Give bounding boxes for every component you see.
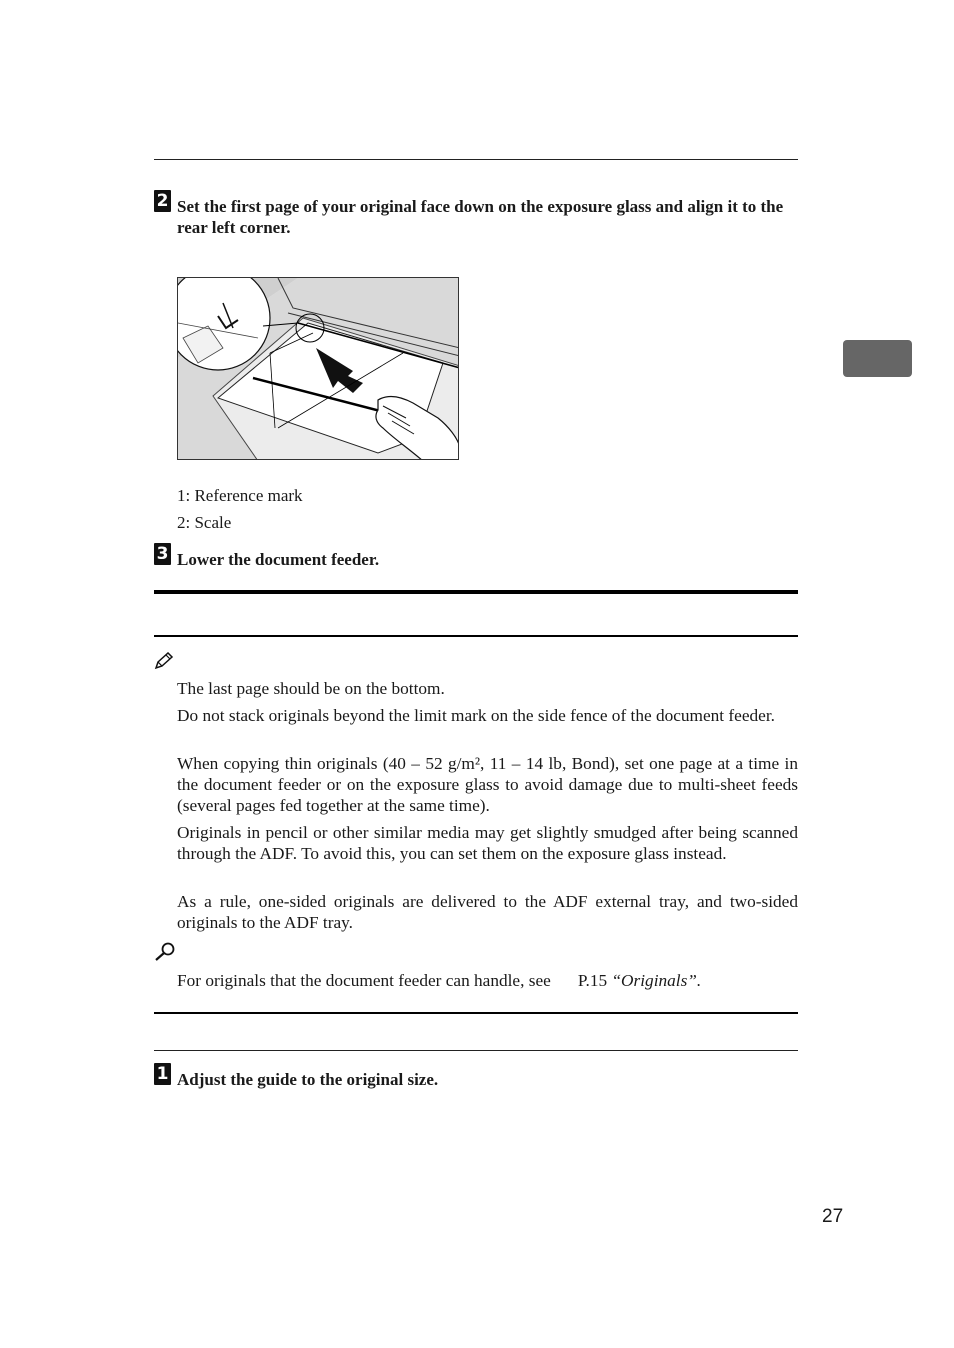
top-divider [154,159,798,160]
note-item: As a rule, one-sided originals are delivered to the ADF external tray, and two-sided originals to the ADF tray. [177,892,798,932]
pencil-note-icon [154,652,174,675]
section-divider [154,1012,798,1014]
magnifier-reference-icon [154,942,176,967]
reference-line [177,970,701,991]
page-number: 27 [822,1206,844,1227]
note-item: When copying thin originals (40 – 52 g/m², 11 – 14 lb, Bond), set one page at a time in the document feeder or on the exposure glass to avoid damage due to multi-sheet feeds (several pages fed together at the same time). [177,754,798,815]
reference-text: For originals that the document feeder can handle, see [177,971,551,990]
illustration-svg [178,278,459,460]
note-item: Do not stack originals beyond the limit mark on the side fence of the document feeder. [177,706,775,725]
subsection-divider [154,1050,798,1051]
section-divider [154,635,798,637]
section-divider-thick [154,590,798,594]
chapter-tab [843,340,912,377]
step-number-1: 1 [154,1063,171,1085]
step-number-3: 3 [154,543,171,565]
reference-link-originals[interactable]: “Originals”. [611,971,702,990]
reference-page[interactable]: P.15 [577,971,608,990]
caption-reference-mark: 1: Reference mark [177,486,303,505]
note-item: The last page should be on the bottom. [177,679,445,698]
exposure-glass-illustration [177,277,459,460]
step-1-text: Adjust the guide to the original size. [177,1070,439,1089]
step-number-2: 2 [154,190,171,212]
note-item: Originals in pencil or other similar media may get slightly smudged after being scanned through the ADF. To avoid this, you can set them on the exposure glass instead. [177,823,798,863]
step-2-text: Set the first page of your original face down on the exposure glass and align it to the rear left corner. [177,197,784,237]
caption-scale: 2: Scale [177,513,232,532]
step-3-text: Lower the document feeder. [177,550,380,569]
